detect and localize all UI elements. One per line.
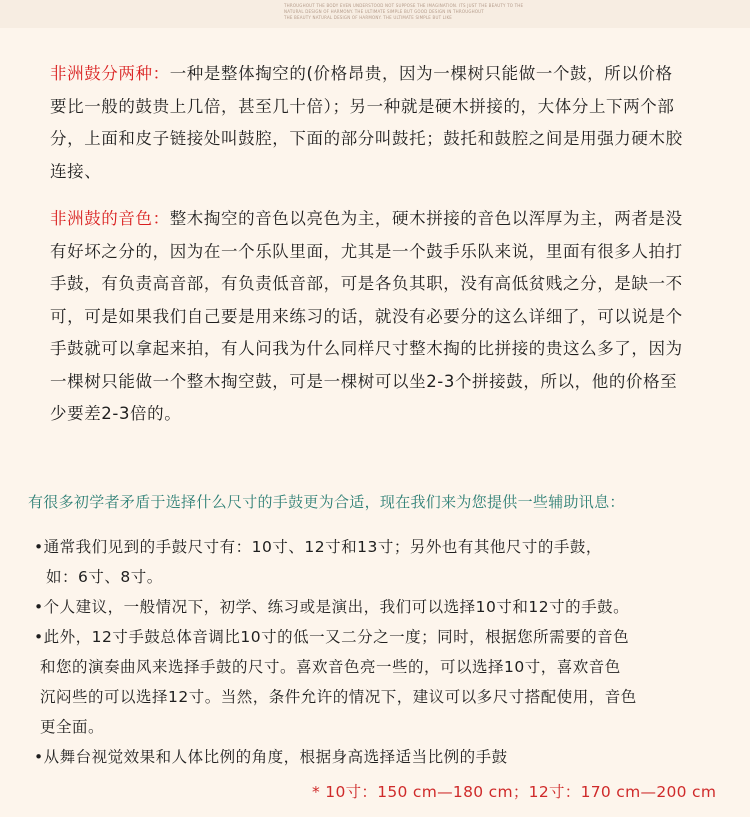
list-item: 沉闷些的可以选择12寸。当然，条件允许的情况下，建议可以多尺寸搭配使用，音色: [40, 688, 637, 706]
drum-tone-line-1: 非洲鼓的音色：整木掏空的音色以亮色为主，硬木拼接的音色以浑厚为主，两者是没: [50, 209, 683, 228]
header-fine-print-3: THE BEAUTY NATURAL DESIGN OF HARMONY. THE ULTIMATE SIMPLE BUT LIKE: [284, 15, 453, 20]
drum-tone-paragraph: [50, 203, 722, 431]
header-fine-print-1: THROUGHOUT THE BODY EVEN UNDERSTOOD NOT SUPPOSE THE IMAGINATION. ITS JUST THE BEAUTY TO THE: [284, 3, 524, 8]
list-item: •通常我们见到的手鼓尺寸有：10寸、12寸和13寸；另外也有其他尺寸的手鼓，: [34, 538, 602, 556]
drum-tone-line-3: 手鼓，有负责高音部，有负责低音部，可是各负其职，没有高低贫贱之分，是缺一不: [50, 274, 683, 293]
list-item: 更全面。: [40, 718, 105, 736]
size-guide-heading: 有很多初学者矛盾于选择什么尺寸的手鼓更为合适，现在我们来为您提供一些辅助讯息：: [28, 493, 625, 511]
list-item: •个人建议，一般情况下，初学、练习或是演出，我们可以选择10寸和12寸的手鼓。: [34, 598, 630, 616]
drum-types-label: 非洲鼓分两种：: [50, 64, 170, 83]
height-size-note: * 10寸：150 cm—180 cm；12寸：170 cm—200 cm: [312, 783, 717, 801]
list-item: 如：6寸、8寸。: [46, 568, 163, 586]
drum-tone-line-6: 一棵树只能做一个整木掏空鼓，可是一棵树可以坐2-3个拼接鼓，所以，他的价格至: [50, 371, 678, 391]
drum-tone-label: 非洲鼓的音色：: [50, 209, 170, 228]
list-item: 和您的演奏曲风来选择手鼓的尺寸。喜欢音色亮一些的，可以选择10寸，喜欢音色: [40, 658, 621, 676]
drum-tone-line-2: 有好坏之分的，因为在一个乐队里面，尤其是一个鼓手乐队来说，里面有很多人拍打: [50, 241, 683, 261]
drum-tone-line-7: 少要差2-3倍的。: [50, 404, 182, 423]
drum-types-paragraph: [50, 58, 722, 188]
list-item: •从舞台视觉效果和人体比例的角度，根据身高选择适当比例的手鼓: [34, 748, 508, 766]
header-fine-print-2: NATURAL DESIGN OF HARMONY. THE ULTIMATE SIMPLE BUT GOOD DESIGN IN THROUGHOUT: [284, 9, 484, 14]
header-band: [0, 0, 750, 28]
size-guide-list: [34, 532, 734, 772]
drum-types-line-1: 非洲鼓分两种：一种是整体掏空的(价格昂贵，因为一棵树只能做一个鼓，所以价格: [50, 64, 673, 83]
drum-types-line-2: 要比一般的鼓贵上几倍，甚至几十倍）；另一种就是硬木拼接的，大体分上下两个部: [50, 96, 675, 116]
drum-tone-line-4: 可，可是如果我们自己要是用来练习的话，就没有必要分的这么详细了，可以说是个: [50, 306, 683, 326]
drum-types-line-3: 分，上面和皮子链接处叫鼓腔，下面的部分叫鼓托；鼓托和鼓腔之间是用强力硬木胶: [50, 129, 683, 148]
drum-types-line-4: 连接、: [50, 161, 102, 181]
list-item: •此外，12寸手鼓总体音调比10寸的低一又二分之一度；同时，根据您所需要的音色: [34, 628, 630, 646]
drum-tone-line-5: 手鼓就可以拿起来拍，有人问我为什么同样尺寸整木掏的比拼接的贵这么多了，因为: [50, 339, 683, 358]
